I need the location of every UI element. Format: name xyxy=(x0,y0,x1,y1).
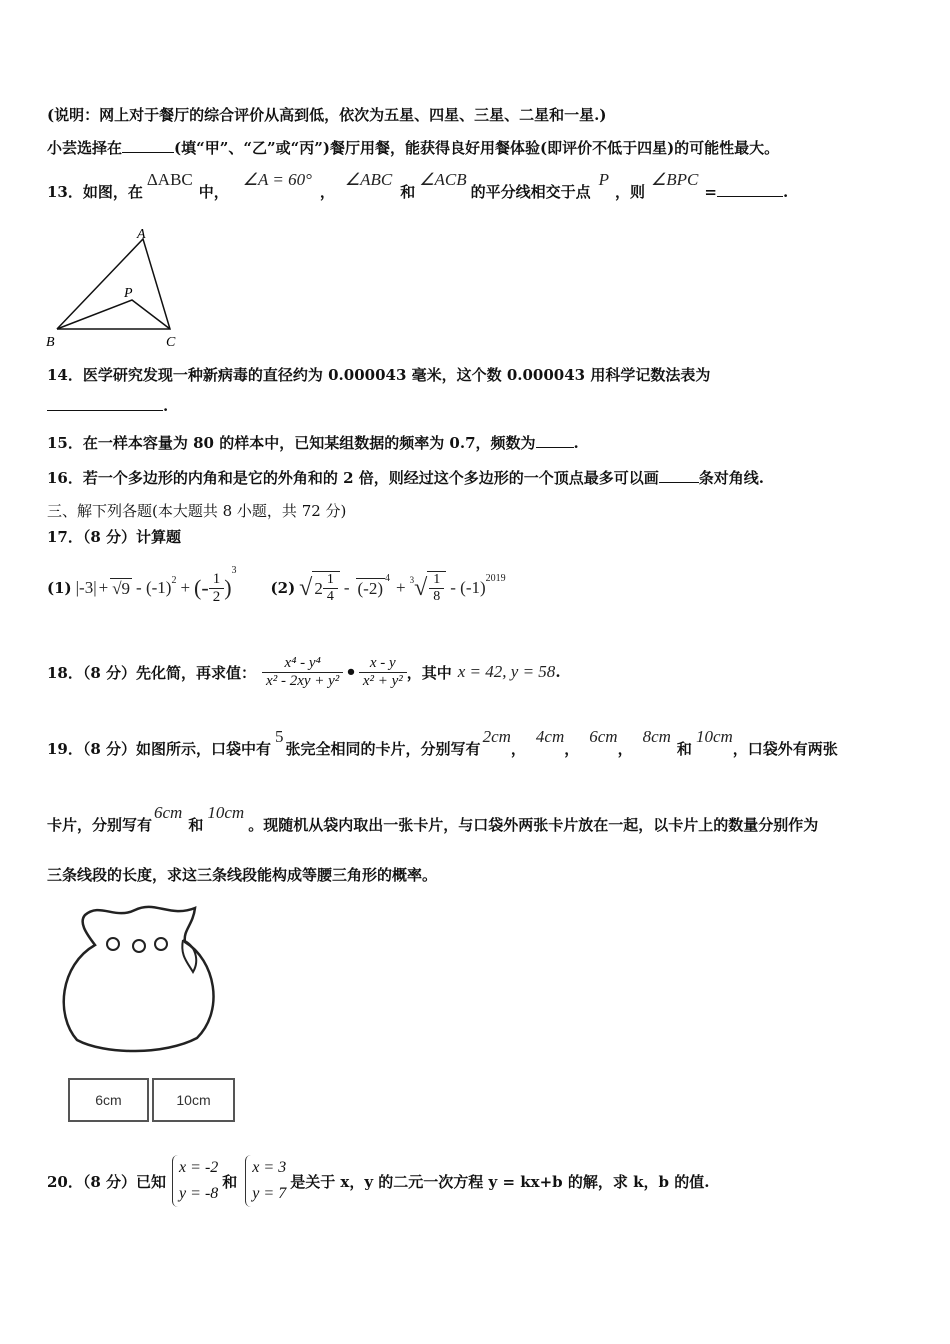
question-14: 14．医学研究发现一种新病毒的直径约为 0.000043 毫米，这个数 0.000043 用科学记数法表为 xyxy=(47,366,711,384)
q20-he: 和 xyxy=(222,1172,238,1191)
q16-post: 条对角线. xyxy=(698,469,764,487)
q17-half xyxy=(209,571,225,606)
q15-text: 15．在一样本容量为 80 的样本中，已知某组数据的频率为 0.7，频数为 xyxy=(47,434,536,452)
q18-mid: ，其中 xyxy=(406,663,452,682)
q17-part2-label: (2) xyxy=(270,579,296,597)
q13-angle-a: ∠A = 60° xyxy=(242,170,312,189)
q15-end: . xyxy=(573,434,579,452)
q18-pre: 18．（8 分）先化简，再求值： xyxy=(47,663,257,682)
q13-angle-acb: ∠ACB xyxy=(419,170,467,189)
q17-exp2019: 2019 xyxy=(485,572,506,584)
question-19-line-2 xyxy=(47,803,819,844)
card-6cm: 6cm xyxy=(68,1078,149,1122)
answer-blank xyxy=(717,182,783,197)
q17-exp2: 2 xyxy=(171,574,177,586)
q17-sqrt9: √9 xyxy=(112,578,131,598)
q13-t2: ， xyxy=(319,183,335,201)
q20-s2-y: y = 7 xyxy=(252,1185,287,1202)
q19-line2b: 。现随机从袋内取出一张卡片，与口袋外两张卡片放在一起，以卡片上的数量分别作为 xyxy=(248,816,819,834)
answer-blank xyxy=(122,138,174,153)
q18-fraction-1 xyxy=(262,655,343,690)
q19-he: 和 xyxy=(676,740,692,758)
q18-num-2: x - y xyxy=(359,655,407,673)
bag-icon xyxy=(55,900,225,1060)
q17-exp3: 3 xyxy=(231,564,237,576)
bisector-lines xyxy=(57,300,170,329)
question-19-line-1 xyxy=(47,727,838,768)
outside-card-10cm: 10cm xyxy=(207,803,245,822)
label-c: C xyxy=(166,335,176,350)
q17-mixed xyxy=(312,571,340,605)
q13-t6: = xyxy=(704,183,717,201)
q17-plus: + xyxy=(98,578,109,597)
q13-triangle: ΔABC xyxy=(146,170,193,189)
question-15 xyxy=(47,432,579,453)
q18-num-1: x⁴ - y⁴ xyxy=(262,655,343,673)
q14-end: . xyxy=(163,397,169,415)
q17-abs: |-3| xyxy=(75,578,97,597)
q17-quarter-den: 4 xyxy=(326,589,334,604)
question-18 xyxy=(47,644,561,700)
q18-den-2: x² + y² xyxy=(362,672,403,689)
q17-mixed-whole: 2 xyxy=(314,578,323,598)
q19-sep-1: ， xyxy=(510,740,526,758)
q18-dot: • xyxy=(345,661,357,683)
q17-eighth-den: 8 xyxy=(433,589,441,604)
q20-s1-x: x = -2 xyxy=(179,1159,219,1176)
q12-pre: 小芸选择在 xyxy=(47,139,123,157)
q16-pre: 16．若一个多边形的内角和是它的外角和的 2 倍，则经过这个多边形的一个顶点最多可以画 xyxy=(47,469,659,487)
q20-system-2 xyxy=(245,1155,286,1207)
q17-quarter xyxy=(323,572,338,605)
q17-quarter-num: 1 xyxy=(323,572,338,589)
sqrt-icon: √ xyxy=(299,574,313,601)
q13-end: . xyxy=(782,183,789,201)
q13-t3: 和 xyxy=(400,183,416,201)
q17-eighth-num: 1 xyxy=(429,572,444,589)
q17-paren-close: ) xyxy=(224,575,232,600)
cube-root-icon: √ xyxy=(414,574,428,601)
q18-den-1: x² - 2xy + y² xyxy=(266,672,340,689)
q19-sep-3: ， xyxy=(617,740,633,758)
q18-end: . xyxy=(555,663,561,681)
label-a: A xyxy=(137,227,146,242)
q13-num: 13．如图，在 xyxy=(47,183,143,201)
q13-t4: 的平分线相交于点 xyxy=(470,183,591,201)
q17-exp4: 4 xyxy=(385,572,390,584)
q12-post: (填“甲”、“乙”或“丙”)餐厅用餐，能获得良好用餐体验(即评价不低于四星)的可能性最大。 xyxy=(174,139,780,157)
q19-line2a: 卡片，分别写有 xyxy=(47,816,153,834)
card-10cm: 10cm xyxy=(152,1078,235,1122)
q20-s2-x: x = 3 xyxy=(252,1159,287,1176)
card-value-8cm: 8cm xyxy=(642,727,671,746)
q20-system-1 xyxy=(172,1155,218,1207)
q20-post: 是关于 x，y 的二元一次方程 y = kx+b 的解，求 k，b 的值. xyxy=(290,1172,710,1191)
q17-part1-label: (1) xyxy=(47,579,72,597)
q19-he-2: 和 xyxy=(188,816,204,834)
q19-sep-2: ， xyxy=(564,740,580,758)
q19-five: 5 xyxy=(275,727,284,746)
q13-angle-bpc: ∠BPC xyxy=(651,170,699,189)
q17-plus2: + xyxy=(180,578,191,597)
triangle-figure xyxy=(40,222,190,352)
question-13 xyxy=(47,172,788,212)
card-value-4cm: 4cm xyxy=(535,727,565,746)
card-value-6cm: 6cm xyxy=(589,727,618,746)
q17-paren-open: (- xyxy=(194,575,209,600)
question-17-expressions xyxy=(47,562,506,614)
question-16 xyxy=(47,467,764,488)
question-20 xyxy=(47,1150,709,1212)
q17-plus3: + xyxy=(396,578,406,597)
label-b: B xyxy=(46,335,55,350)
q13-t1: 中， xyxy=(198,183,229,201)
q18-fraction-2 xyxy=(359,655,407,690)
q17-minus: - xyxy=(343,578,350,597)
q13-angle-abc: ∠ABC xyxy=(344,170,393,189)
q19-c: ，口袋外有两张 xyxy=(732,740,838,758)
q20-pre: 20．（8 分）已知 xyxy=(47,1172,167,1191)
q17-neg1-2019: - (-1) xyxy=(450,578,486,597)
q19-b: 张完全相同的卡片，分别写有 xyxy=(285,740,481,758)
q17-cuberoot-index: 3 xyxy=(409,575,415,585)
question-17-title: 17．（8 分）计算题 xyxy=(47,528,182,546)
answer-blank xyxy=(47,396,163,411)
q20-s1-y: y = -8 xyxy=(179,1185,219,1202)
q13-t5: ，则 xyxy=(615,183,646,201)
q17-neg1: - (-1) xyxy=(136,578,172,597)
q17-half-num: 1 xyxy=(209,571,225,589)
q18-values: x = 42, y = 58 xyxy=(457,662,556,681)
note-line: (说明：网上对于餐厅的综合评价从高到低，依次为五星、四星、三星、二星和一星.) xyxy=(47,106,607,124)
question-19-line-3: 三条线段的长度，求这三条线段能构成等腰三角形的概率。 xyxy=(47,866,438,884)
answer-blank xyxy=(659,468,699,483)
section-3-heading: 三、解下列各题(本大题共 8 小题，共 72 分) xyxy=(47,502,347,520)
outside-card-6cm: 6cm xyxy=(154,803,183,822)
q19-a: 19．（8 分）如图所示，口袋中有 xyxy=(47,740,272,758)
q17-half-den: 2 xyxy=(212,588,221,605)
q17-eighth xyxy=(427,571,446,605)
q12-line xyxy=(47,137,779,158)
card-value-10cm: 10cm xyxy=(695,727,733,746)
q13-point-p: P xyxy=(598,170,610,189)
card-value-2cm: 2cm xyxy=(482,727,511,746)
q14-answer-line xyxy=(47,396,168,415)
label-p: P xyxy=(124,286,133,301)
answer-blank xyxy=(536,433,574,448)
q17-sqrt-neg2: (-2) xyxy=(357,578,383,598)
